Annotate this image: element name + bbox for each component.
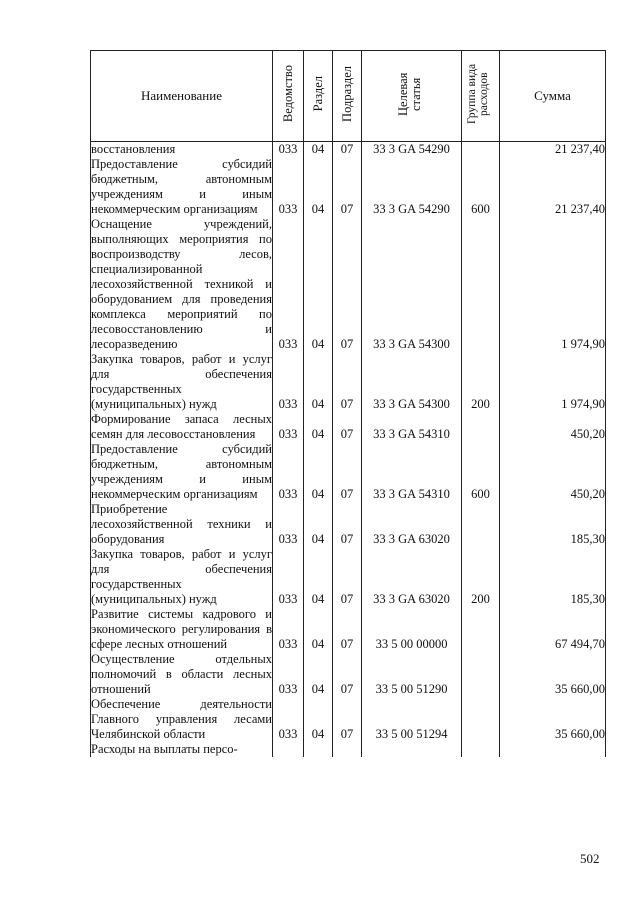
row-podrazdel: 07	[333, 412, 362, 442]
row-summa	[500, 742, 606, 757]
header-celevaya: Целевая статья	[362, 51, 462, 142]
row-name: Обеспечение деятельности Главного управления лесами Челябинской области	[91, 697, 272, 741]
row-podrazdel	[333, 742, 362, 757]
row-name: Предоставление субсидий бюджетным, автономным учреждениям и иным некоммерческим организациям	[91, 157, 272, 216]
row-razdel: 04	[304, 652, 333, 697]
row-summa: 35 660,00	[500, 697, 606, 742]
row-razdel	[304, 742, 333, 757]
row-summa: 1 974,90	[500, 352, 606, 412]
row-name: Формирование запаса лесных семян для лесовосстановления	[91, 412, 272, 441]
row-vedomstvo: 033	[273, 217, 304, 352]
table-row	[91, 502, 606, 547]
row-gruppa: 600	[462, 157, 500, 217]
row-summa: 1 974,90	[500, 217, 606, 352]
row-name: Закупка товаров, работ и услуг для обеспечения государственных (муниципальных) нужд	[91, 352, 272, 411]
row-summa: 450,20	[500, 412, 606, 442]
row-vedomstvo: 033	[273, 157, 304, 217]
row-gruppa	[462, 142, 500, 158]
table-row	[91, 742, 606, 757]
row-gruppa	[462, 412, 500, 442]
row-celevaya: 33 3 GA 54290	[362, 142, 462, 158]
table-row	[91, 547, 606, 607]
row-vedomstvo: 033	[273, 142, 304, 158]
row-celevaya: 33 3 GA 63020	[362, 502, 462, 547]
row-vedomstvo: 033	[273, 697, 304, 742]
table-header-row	[91, 51, 606, 142]
table-row	[91, 697, 606, 742]
row-name: Оснащение учреждений, выполняющих мероприятия по воспроизводству лесов, специализированной лесохозяйственной техникой и оборудованием для проведения комплекса мероприятий по лесовосстановлению и лесоразведению	[91, 217, 272, 351]
row-podrazdel: 07	[333, 442, 362, 502]
row-summa: 35 660,00	[500, 652, 606, 697]
row-podrazdel: 07	[333, 217, 362, 352]
row-razdel: 04	[304, 547, 333, 607]
row-name: Закупка товаров, работ и услуг для обеспечения государственных (муниципальных) нужд	[91, 547, 272, 606]
row-vedomstvo: 033	[273, 547, 304, 607]
row-celevaya: 33 3 GA 54300	[362, 217, 462, 352]
row-podrazdel: 07	[333, 142, 362, 158]
row-razdel: 04	[304, 697, 333, 742]
row-celevaya	[362, 742, 462, 757]
row-name: Развитие системы кадрового и экономического регулирования в сфере лесных отношений	[91, 607, 272, 651]
table-row	[91, 412, 606, 442]
row-celevaya: 33 3 GA 54310	[362, 442, 462, 502]
row-celevaya: 33 5 00 51294	[362, 697, 462, 742]
row-gruppa: 200	[462, 352, 500, 412]
row-razdel: 04	[304, 142, 333, 158]
row-vedomstvo: 033	[273, 352, 304, 412]
row-summa: 185,30	[500, 502, 606, 547]
row-name: Расходы на выплаты персо-	[91, 742, 273, 757]
header-name: Наименование	[91, 51, 273, 142]
row-podrazdel: 07	[333, 697, 362, 742]
row-podrazdel: 07	[333, 607, 362, 652]
row-gruppa: 600	[462, 442, 500, 502]
page-number: 502	[580, 851, 600, 866]
row-celevaya: 33 3 GA 54310	[362, 412, 462, 442]
row-name: Предоставление субсидий бюджетным, автономным учреждениям и иным некоммерческим организациям	[91, 442, 272, 501]
row-razdel: 04	[304, 442, 333, 502]
row-celevaya: 33 5 00 00000	[362, 607, 462, 652]
row-vedomstvo: 033	[273, 607, 304, 652]
row-name: Приобретение лесохозяйственной техники и оборудования	[91, 502, 272, 546]
header-gruppa: Группа вида расходов	[462, 51, 500, 142]
header-vedomstvo: Ведомство	[273, 51, 304, 142]
row-gruppa	[462, 217, 500, 352]
row-gruppa: 200	[462, 547, 500, 607]
row-podrazdel: 07	[333, 157, 362, 217]
row-podrazdel: 07	[333, 652, 362, 697]
header-summa: Сумма	[500, 51, 606, 142]
row-vedomstvo	[273, 742, 304, 757]
header-razdel: Раздел	[304, 51, 333, 142]
row-razdel: 04	[304, 217, 333, 352]
table-row	[91, 217, 606, 352]
row-summa: 67 494,70	[500, 607, 606, 652]
row-gruppa	[462, 502, 500, 547]
row-gruppa	[462, 652, 500, 697]
row-celevaya: 33 3 GA 63020	[362, 547, 462, 607]
row-razdel: 04	[304, 157, 333, 217]
row-vedomstvo: 033	[273, 652, 304, 697]
row-summa: 21 237,40	[500, 157, 606, 217]
row-razdel: 04	[304, 607, 333, 652]
row-summa: 21 237,40	[500, 142, 606, 158]
row-name: восстановления	[91, 142, 273, 158]
header-podrazdel: Подраздел	[333, 51, 362, 142]
row-razdel: 04	[304, 412, 333, 442]
row-podrazdel: 07	[333, 502, 362, 547]
table-row	[91, 607, 606, 652]
row-podrazdel: 07	[333, 547, 362, 607]
row-vedomstvo: 033	[273, 442, 304, 502]
table-row	[91, 442, 606, 502]
table-row	[91, 157, 606, 217]
table-row	[91, 652, 606, 697]
row-celevaya: 33 5 00 51290	[362, 652, 462, 697]
row-celevaya: 33 3 GA 54290	[362, 157, 462, 217]
row-vedomstvo: 033	[273, 412, 304, 442]
row-podrazdel: 07	[333, 352, 362, 412]
table-row	[91, 142, 606, 158]
row-gruppa	[462, 697, 500, 742]
budget-table	[90, 50, 606, 757]
row-summa: 185,30	[500, 547, 606, 607]
row-razdel: 04	[304, 502, 333, 547]
row-summa: 450,20	[500, 442, 606, 502]
row-celevaya: 33 3 GA 54300	[362, 352, 462, 412]
row-razdel: 04	[304, 352, 333, 412]
row-gruppa	[462, 607, 500, 652]
row-name: Осуществление отдельных полномочий в области лесных отношений	[91, 652, 272, 696]
row-vedomstvo: 033	[273, 502, 304, 547]
row-gruppa	[462, 742, 500, 757]
table-row	[91, 352, 606, 412]
